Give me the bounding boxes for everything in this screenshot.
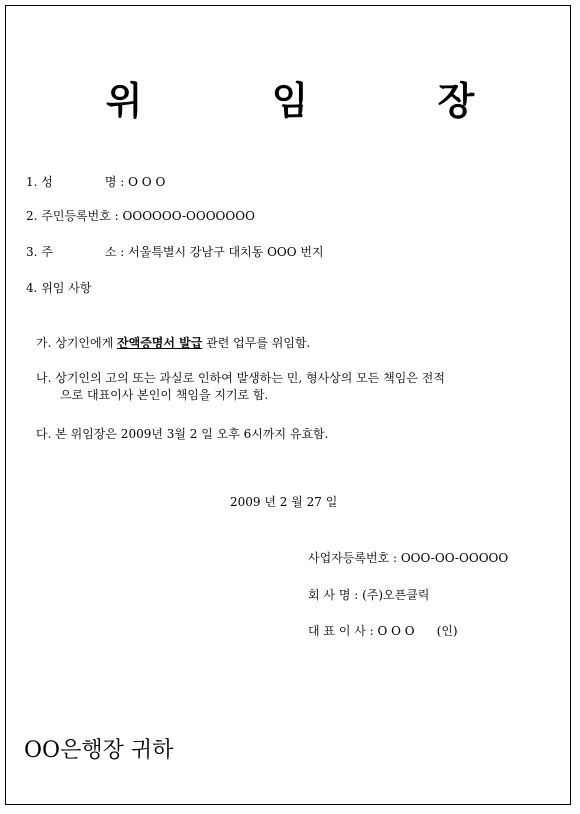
item-ga-prefix: 가. 상기인에게 (36, 336, 114, 350)
document-frame (5, 5, 571, 805)
item-ga (36, 335, 310, 351)
bizno-value: OOO-OO-OOOOO (400, 551, 509, 565)
bizno-label: 사업자등록번호 : (308, 551, 398, 565)
ceo-label: 대 표 이 사 : (308, 624, 374, 638)
ceo-field (308, 623, 458, 639)
ceo-value: O O O (377, 624, 415, 638)
company-name-label: 회 사 명 : (308, 588, 359, 602)
addr-label-tail: 소 : (104, 245, 125, 259)
company-name-field (308, 587, 429, 603)
name-value: O O O (128, 175, 166, 189)
name-field (26, 174, 165, 190)
name-label-num: 1. 성 (26, 175, 53, 189)
rrn-label: 2. 주민등록번호 : (26, 209, 119, 223)
item-da: 다. 본 위임장은 2009년 3월 2 일 오후 6시까지 유효함. (36, 427, 329, 441)
company-name-value: (주)오픈클릭 (362, 588, 430, 602)
rrn-field (26, 208, 255, 224)
matters-label: 4. 위임 사항 (26, 281, 92, 295)
addr-value: 서울특별시 강남구 대치동 OOO 번지 (128, 245, 324, 259)
seal-mark: (인) (436, 624, 458, 638)
rrn-value: OOOOOO-OOOOOOO (122, 209, 255, 223)
item-na-line2: 으로 대표이사 본인이 책임을 지기로 함. (60, 388, 269, 402)
item-na-line1: 나. 상기인의 고의 또는 과실로 인하여 발생하는 민, 형사상의 모든 책임은 전적 (36, 371, 445, 385)
item-ga-suffix: 관련 업무를 위임함. (206, 336, 311, 350)
bizno-field (308, 550, 508, 566)
document-title: 위 임 장 (105, 78, 533, 123)
document-date: 2009 년 2 월 27 일 (230, 495, 338, 509)
addressee: OO은행장 귀하 (24, 738, 174, 763)
name-label-tail: 명 : (104, 175, 125, 189)
addr-label-num: 3. 주 (26, 245, 53, 259)
item-ga-emphasis: 잔액증명서 발급 (117, 336, 203, 350)
address-field (26, 244, 324, 260)
